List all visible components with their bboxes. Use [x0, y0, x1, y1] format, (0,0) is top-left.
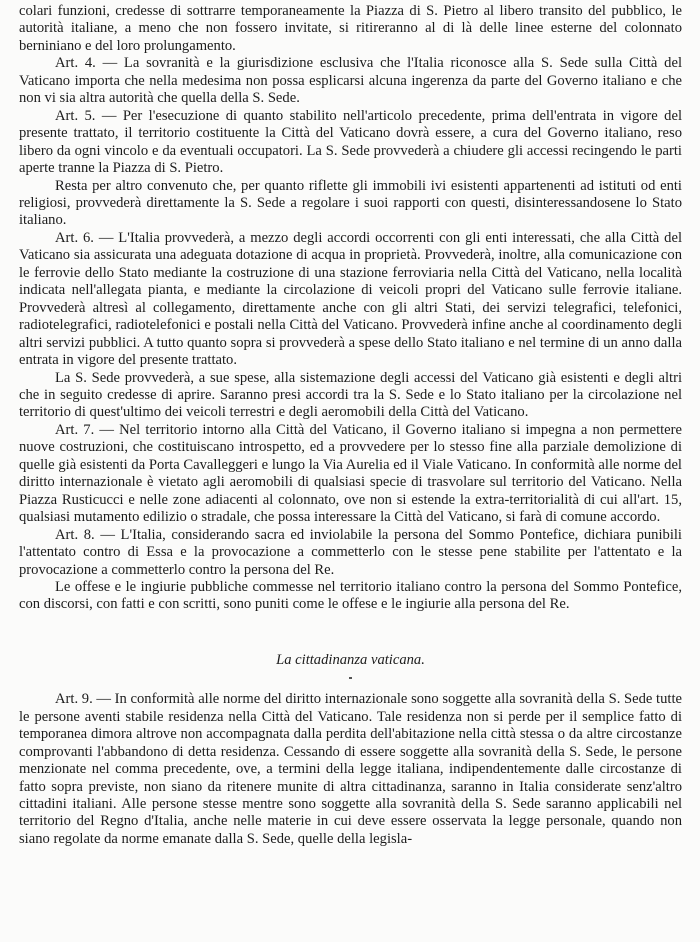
paragraph-p3: Resta per altro convenuto che, per quanto riflette gli immobili ivi esistenti appartenenti ad istituti od enti religiosi, provvederà direttamente la S. Sede a regolare i suoi rapporti con questi, disinteressandosene lo Stato italiano. [19, 177, 682, 229]
paragraph-p8: Le offese e le ingiurie pubbliche commesse nel territorio italiano contro la persona del Sommo Pontefice, con discorsi, con fatti e con scritti, sono puniti come le offese e le ingiurie alla persona del Re. [19, 578, 682, 613]
paragraph-p6: Art. 7. — Nel territorio intorno alla Città del Vaticano, il Governo italiano si impegna a non permettere nuove costruzioni, che costituiscano introspetto, ed a provvedere per lo stesso fine alla parziale demolizione di quelle già esistenti da Porta Cavalleggeri e lungo la Via Aurelia ed il Viale Vaticano. In conformità alle norme del diritto internazionale è vietato agli aeromobili di qualsiasi specie di trasvolare sul territorio del Vaticano. Nella Piazza Rusticucci e nelle zone adiacenti al colonnato, ove non si estende la extra-territorialità di cui all'art. 15, qualsiasi mutamento edilizio o stradale, che possa interessare la Città del Vaticano, si farà di comune accordo. [19, 421, 682, 526]
paragraph-p1: Art. 4. — La sovranità e la giurisdizione esclusiva che l'Italia riconosce alla S. Sede sulla Città del Vaticano importa che nella medesima non possa esplicarsi alcuna ingerenza da parte del Governo italiano e che non vi sia altra autorità che quella della S. Sede. [19, 55, 682, 107]
paragraph-p5: La S. Sede provvederà, a sue spese, alla sistemazione degli accessi del Vaticano già esistenti e degli altri che in seguito credesse di aprire. Saranno presi accordi tra la S. Sede e lo Stato italiano per la circolazione nel territorio di quest'ultimo dei veicoli terrestri e degli aeromobili della Città del Vaticano. [19, 369, 682, 421]
paragraph-p2: Art. 5. — Per l'esecuzione di quanto stabilito nell'articolo precedente, prima dell'entrata in vigore del presente trattato, il territorio costituente la Città del Vaticano dovrà essere, a cura del Governo italiano, reso libero da ogni vincolo e da eventuali occupatori. La S. Sede provvederà a chiudere gli accessi recingendo le parti aperte tranne la Piazza di S. Pietro. [19, 107, 682, 177]
ornament-dot [349, 677, 352, 679]
paragraph-p7: Art. 8. — L'Italia, considerando sacra ed inviolabile la persona del Sommo Pontefice, dichiara punibili l'attentato contro di Essa e la provocazione a commetterlo con le stesse pene stabilite per l'attentato e la provocazione a commetterlo contro la persona del Re. [19, 526, 682, 578]
articles-block [19, 3, 682, 614]
paragraph-p0: colari funzioni, credesse di sottrarre temporaneamente la Piazza di S. Pietro al libero transito del pubblico, le autorità italiane, a meno che non fossero invitate, si ritireranno al di là delle linee esterne del colonnato berniniano e del loro prolungamento. [19, 3, 682, 54]
paragraph-p9: Art. 9. — In conformità alle norme del diritto internazionale sono soggette alla sovranità della S. Sede tutte le persone aventi stabile residenza nella Città del Vaticano. Tale residenza non si perde per il semplice fatto di temporanea dimora altrove non accompagnata dalla perdita dell'abitazione nella città stessa o da altre circostanze comprovanti l'abbandono di detta residenza. Cessando di essere soggette alla sovranità della S. Sede, le persone menzionate nel comma precedente, ove, a termini della legge italiana, indipendentemente dalle circostanze di fatto sopra previste, non siano da ritenere munite di altra cittadinanza, saranno in Italia considerate senz'altro cittadini italiani. Alle persone stesse mentre sono soggette alla sovranità della S. Sede saranno applicabili nel territorio del Regno d'Italia, anche nelle materie in cui deve essere osservata la legge personale, quando non siano regolate da norme emanate dalla S. Sede, quelle della legisla- [19, 691, 682, 847]
section-heading: La cittadinanza vaticana. [276, 651, 425, 668]
citizenship-block [19, 691, 682, 848]
paragraph-p4: Art. 6. — L'Italia provvederà, a mezzo degli accordi occorrenti con gli enti interessati, che alla Città del Vaticano sia assicurata una adeguata dotazione di acqua in proprietà. Provvederà, inoltre, alla comunicazione con le ferrovie dello Stato mediante la costruzione di una stazione ferroviaria nella Città del Vaticano, nella località indicata nell'allegata pianta, e mediante la circolazione di veicoli propri del Vaticano sulle ferrovie italiane. Provvederà altresì al collegamento, direttamente anche con gli altri Stati, dei servizi telegrafici, telefonici, radiotelegrafici, radiotelefonici e postali nella Città del Vaticano. Provvederà infine anche al coordinamento degli altri servizi pubblici. A tutto quanto sopra si provvederà a spese dello Stato italiano e nel termine di un anno dalla entrata in vigore del presente trattato. [19, 229, 682, 369]
